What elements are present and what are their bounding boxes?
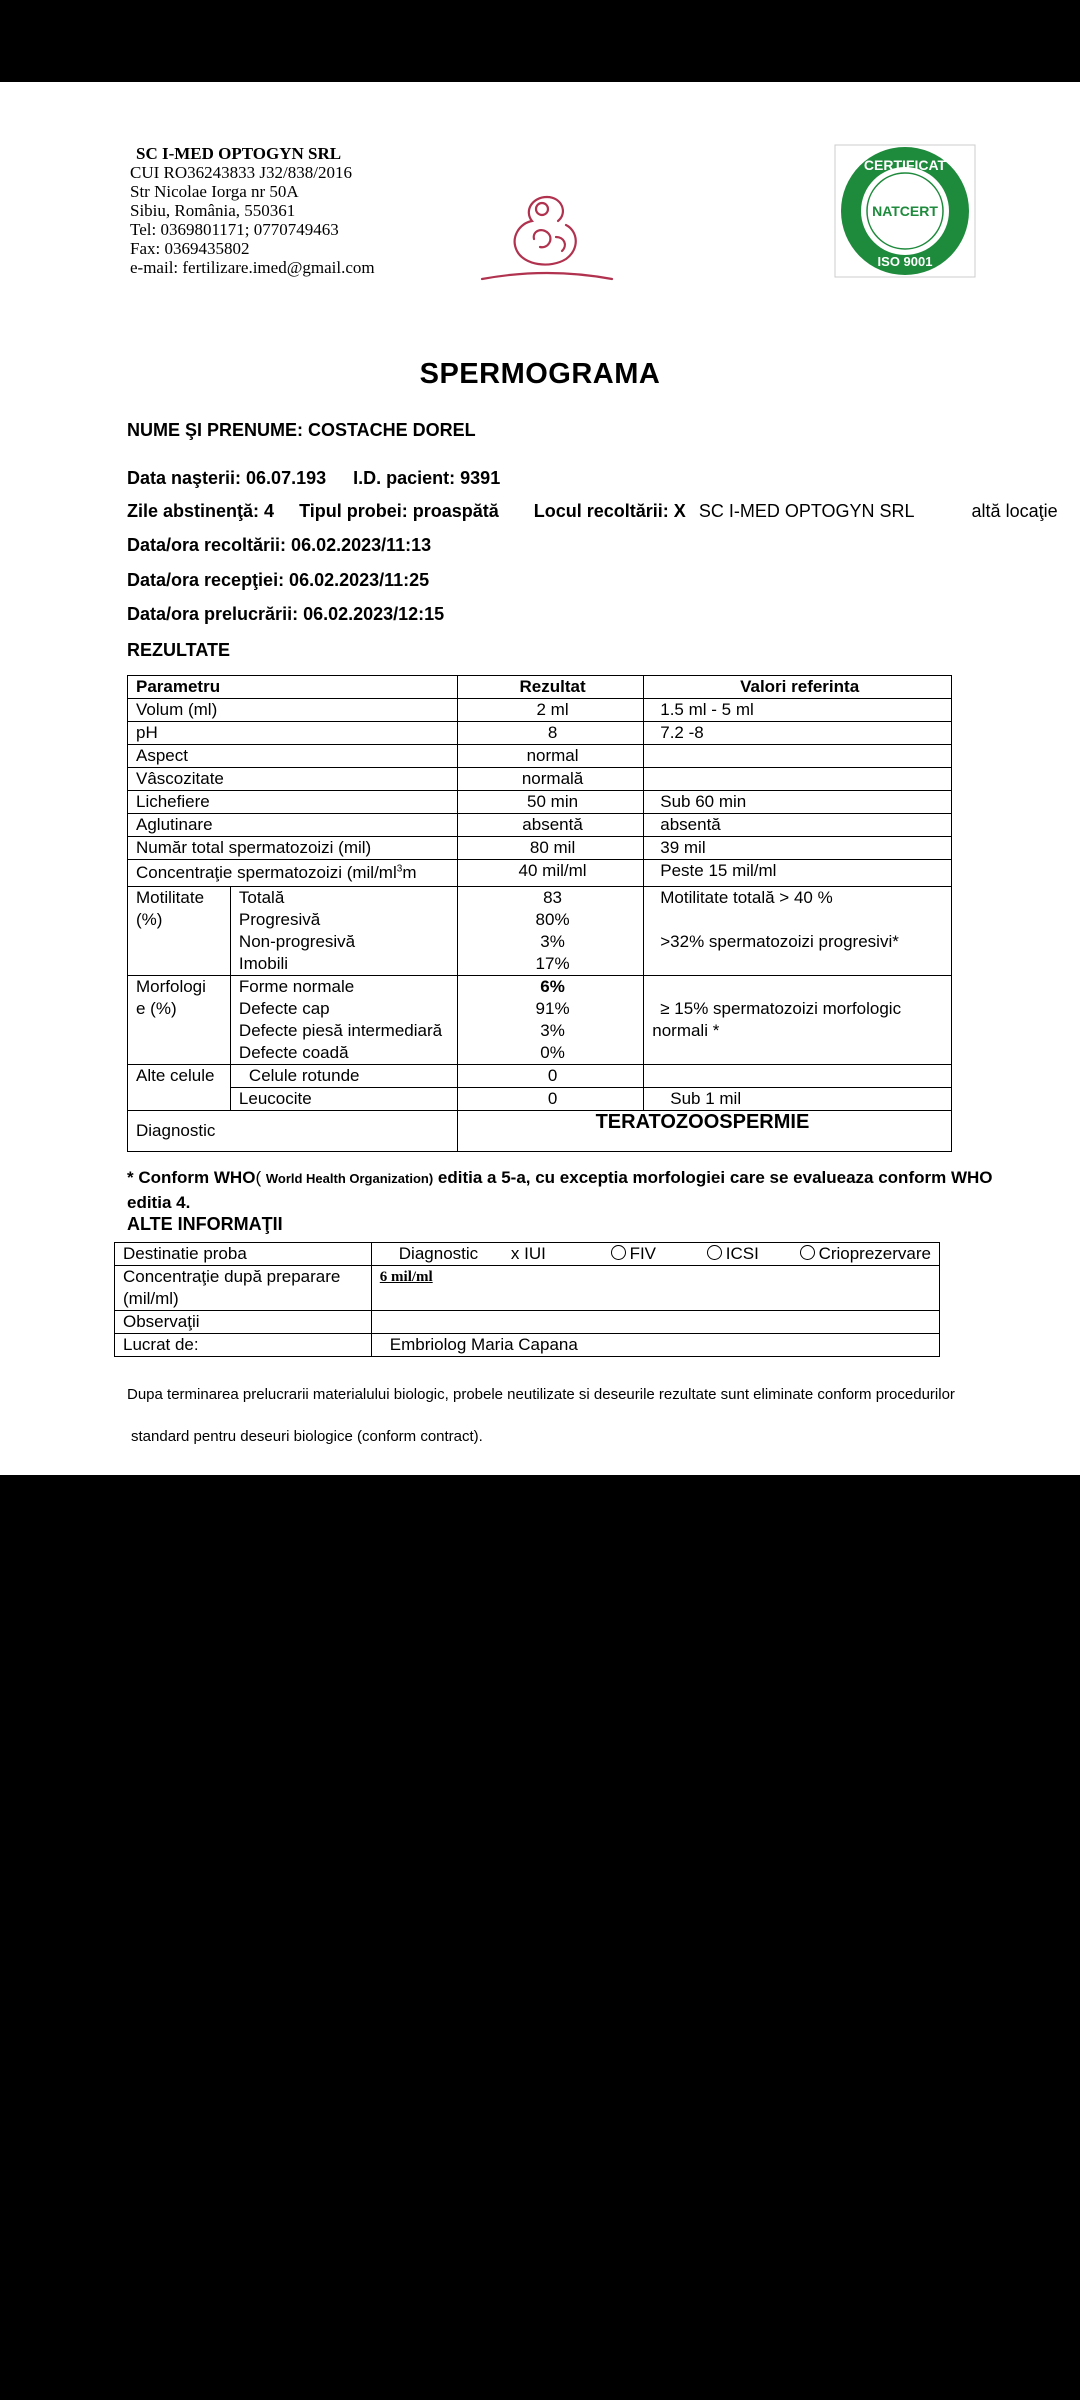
radio-icon xyxy=(707,1245,722,1260)
closing-line2: standard pentru deseuri biologice (conform contract). xyxy=(131,1428,483,1445)
worked-by-label: Lucrat de: xyxy=(115,1334,372,1357)
motility-value: 80% xyxy=(535,910,570,929)
row-value: 2 ml xyxy=(457,699,643,722)
morphology-value: 0% xyxy=(540,1043,565,1062)
row-param: pH xyxy=(128,722,458,745)
morphology-ref-line1: ≥ 15% spermatozoizi morfologic xyxy=(660,999,902,1018)
footnote-symbol: ( xyxy=(255,1168,262,1187)
option-icsi-label: ICSI xyxy=(725,1244,759,1263)
other-cells-ref xyxy=(644,1065,952,1088)
diagnosis-row xyxy=(128,1111,952,1152)
sample-type: Tipul probei: proaspătă xyxy=(299,501,499,521)
other-cells-row xyxy=(128,1065,952,1088)
morphology-row xyxy=(128,976,952,1065)
company-city: Sibiu, România, 550361 xyxy=(130,201,296,220)
other-info-heading: ALTE INFORMAŢII xyxy=(127,1214,283,1234)
destination-row xyxy=(115,1243,940,1266)
morphology-item: Forme normale xyxy=(238,977,355,996)
closing-text xyxy=(127,1374,1047,1458)
company-tel: Tel: 0369801171; 0770749463 xyxy=(130,220,339,239)
birth-date-row xyxy=(127,468,500,489)
motility-item: Progresivă xyxy=(238,910,321,929)
other-cells-value: 0 xyxy=(457,1065,643,1088)
diagnosis-label: Diagnostic xyxy=(128,1111,458,1152)
row-value: 80 mil xyxy=(457,837,643,860)
motility-item: Imobili xyxy=(238,954,289,973)
other-cells-row xyxy=(128,1088,952,1111)
option-fiv-label: FIV xyxy=(629,1244,657,1263)
row-ref: Peste 15 mil/ml xyxy=(644,860,952,887)
row-value: absentă xyxy=(457,814,643,837)
company-name: SC I-MED OPTOGYN SRL xyxy=(136,144,342,163)
row-param: Volum (ml) xyxy=(128,699,458,722)
table-row xyxy=(128,745,952,768)
motility-label-line2: (%) xyxy=(136,910,163,929)
collection-location-value: SC I-MED OPTOGYN SRL xyxy=(698,501,915,521)
closing-line1: Dupa terminarea prelucrarii materialului biologic, probele neutilizate si deseurile rezultate sunt eliminate conform procedurilor xyxy=(127,1386,955,1403)
table-row xyxy=(128,791,952,814)
motility-label xyxy=(128,887,231,976)
row-param: Lichefiere xyxy=(128,791,458,814)
other-location: altă locaţie xyxy=(971,501,1058,521)
footnote-part3: editia a 5-a, cu exceptia morfologiei care se evalueaza conform WHO xyxy=(437,1168,993,1187)
header-parameter: Parametru xyxy=(128,676,458,699)
motility-row xyxy=(128,887,952,976)
row-param xyxy=(128,860,458,887)
observations-label: Observaţii xyxy=(115,1311,372,1334)
worked-by-row xyxy=(115,1334,940,1357)
concentration-superscript: 3 xyxy=(396,863,403,875)
option-icsi[interactable] xyxy=(707,1244,759,1263)
header-result: Rezultat xyxy=(457,676,643,699)
worked-by-value: Embriolog Maria Capana xyxy=(371,1334,939,1357)
clinic-logo-icon xyxy=(462,187,632,287)
other-cells-ref: Sub 1 mil xyxy=(644,1088,952,1111)
concentration-label: Concentraţie spermatozoizi (mil/ml xyxy=(136,863,397,882)
row-ref: 39 mil xyxy=(644,837,952,860)
morphology-ref-line2: normali * xyxy=(652,1021,720,1040)
morphology-label-line2: e (%) xyxy=(136,999,177,1018)
concentration-value: 6 mil/ml xyxy=(371,1266,939,1311)
row-value: 50 min xyxy=(457,791,643,814)
observations-value xyxy=(371,1311,939,1334)
collection-location-label: Locul recoltării: X xyxy=(533,501,686,521)
motility-value: 83 xyxy=(543,888,563,907)
other-cells-label: Alte celule xyxy=(128,1065,231,1111)
row-param: Aspect xyxy=(128,745,458,768)
table-row xyxy=(128,814,952,837)
observations-row xyxy=(115,1311,940,1334)
table-row xyxy=(128,860,952,887)
processed-datetime: Data/ora prelucrării: 06.02.2023/12:15 xyxy=(127,604,445,624)
cert-bottom-text: ISO 9001 xyxy=(877,254,933,269)
concentration-label: Concentraţie după preparare (mil/ml) xyxy=(115,1266,372,1311)
sample-row xyxy=(127,501,1058,522)
footnote-part1: * Conform WHO xyxy=(127,1168,256,1187)
motility-ref-line2: >32% spermatozoizi progresivi* xyxy=(660,932,899,951)
row-value: normală xyxy=(457,768,643,791)
radio-icon xyxy=(611,1245,626,1260)
abstinence-days: Zile abstinenţă: 4 xyxy=(127,501,275,521)
row-ref: 7.2 -8 xyxy=(644,722,952,745)
patient-name: NUME ŞI PRENUME: COSTACHE DOREL xyxy=(127,420,476,440)
certificate-seal-icon xyxy=(834,144,976,278)
table-row xyxy=(128,768,952,791)
option-diagnostic: Diagnostic xyxy=(398,1244,479,1263)
row-value: 40 mil/ml xyxy=(457,860,643,887)
footnote-part2: World Health Organization) xyxy=(265,1171,434,1186)
radio-icon xyxy=(800,1245,815,1260)
option-cryopreservation[interactable] xyxy=(800,1244,931,1263)
results-table xyxy=(127,675,952,1152)
option-fiv[interactable] xyxy=(611,1244,656,1263)
row-param: Vâscozitate xyxy=(128,768,458,791)
row-ref xyxy=(644,745,952,768)
diagnosis-value: TERATOZOOSPERMIE xyxy=(457,1111,951,1152)
morphology-value: 91% xyxy=(535,999,570,1018)
morphology-ref xyxy=(644,976,952,1065)
results-heading: REZULTATE xyxy=(127,640,230,660)
row-value: 8 xyxy=(457,722,643,745)
row-param: Aglutinare xyxy=(128,814,458,837)
morphology-item: Defecte coadă xyxy=(238,1043,349,1062)
row-ref: Sub 60 min xyxy=(644,791,952,814)
footnote xyxy=(127,1166,1027,1215)
destination-options xyxy=(371,1243,939,1266)
row-ref: 1.5 ml - 5 ml xyxy=(644,699,952,722)
motility-values xyxy=(457,887,643,976)
motility-item: Totală xyxy=(238,888,285,907)
table-row xyxy=(128,699,952,722)
row-value: normal xyxy=(457,745,643,768)
row-ref xyxy=(644,768,952,791)
concentration-label-end: m xyxy=(402,863,417,882)
document-page xyxy=(0,82,1080,1475)
motility-value: 3% xyxy=(540,932,565,951)
morphology-item: Defecte cap xyxy=(238,999,330,1018)
collected-datetime: Data/ora recoltării: 06.02.2023/11:13 xyxy=(127,535,432,555)
option-iui: x IUI xyxy=(510,1244,546,1263)
morphology-item: Defecte piesă intermediară xyxy=(238,1021,443,1040)
table-row xyxy=(128,722,952,745)
cert-middle-text: NATCERT xyxy=(872,203,938,219)
row-ref: absentă xyxy=(644,814,952,837)
company-cui: CUI RO36243833 J32/838/2016 xyxy=(130,163,352,182)
footnote-part4: editia 4. xyxy=(127,1193,191,1212)
motility-item: Non-progresivă xyxy=(238,932,356,951)
other-cells-value: 0 xyxy=(457,1088,643,1111)
row-param: Număr total spermatozoizi (mil) xyxy=(128,837,458,860)
table-header-row xyxy=(128,676,952,699)
table-row xyxy=(128,837,952,860)
motility-value: 17% xyxy=(535,954,570,973)
company-email: e-mail: fertilizare.imed@gmail.com xyxy=(130,258,375,277)
other-info-table xyxy=(114,1242,940,1357)
morphology-values xyxy=(457,976,643,1065)
option-cryopreservation-label: Crioprezervare xyxy=(818,1244,931,1263)
header-reference: Valori referinta xyxy=(644,676,952,699)
morphology-items xyxy=(230,976,457,1065)
company-fax: Fax: 0369435802 xyxy=(130,239,250,258)
other-cells-item: Leucocite xyxy=(230,1088,457,1111)
cert-top-text: CERTIFICAT xyxy=(863,157,947,173)
morphology-value: 3% xyxy=(540,1021,565,1040)
morphology-label xyxy=(128,976,231,1065)
motility-ref xyxy=(644,887,952,976)
other-cells-item: Celule rotunde xyxy=(230,1065,457,1088)
motility-label-line1: Motilitate xyxy=(136,888,205,907)
patient-id: I.D. pacient: 9391 xyxy=(353,468,501,488)
received-datetime: Data/ora recepţiei: 06.02.2023/11:25 xyxy=(127,570,430,590)
morphology-value: 6% xyxy=(540,977,565,996)
motility-ref-line1: Motilitate totală > 40 % xyxy=(660,888,833,907)
document-title: SPERMOGRAMA xyxy=(419,358,661,390)
birth-date: Data naşterii: 06.07.193 xyxy=(127,468,327,488)
motility-items xyxy=(230,887,457,976)
company-street: Str Nicolae Iorga nr 50A xyxy=(130,182,299,201)
company-info xyxy=(130,144,375,277)
concentration-row xyxy=(115,1266,940,1311)
morphology-label-line1: Morfologi xyxy=(136,977,206,996)
destination-label: Destinatie proba xyxy=(115,1243,372,1266)
